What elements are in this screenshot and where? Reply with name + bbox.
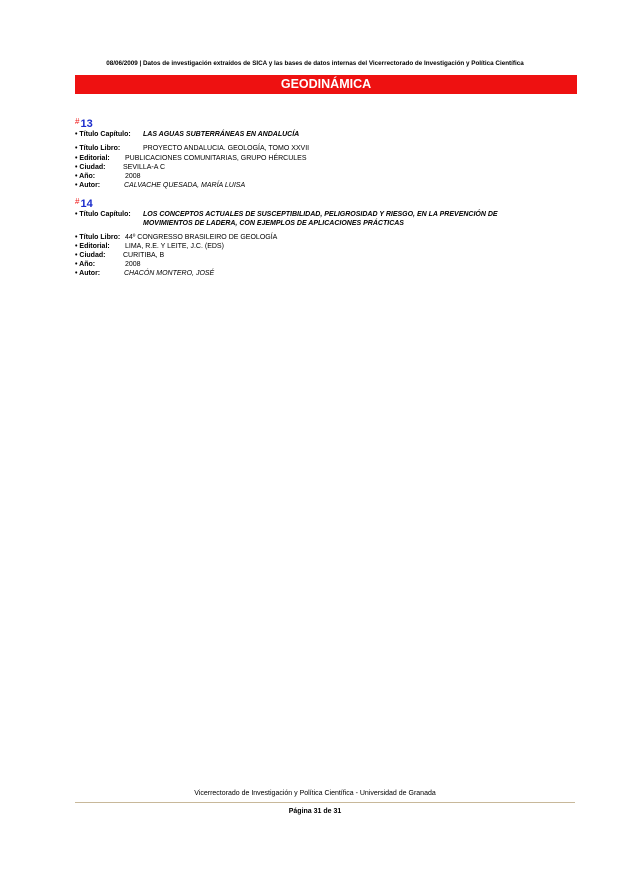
field-label: • Ciudad: [75,252,106,259]
field-autor [75,269,575,278]
field-anio [75,172,575,181]
record-number [75,195,575,209]
field-value: LIMA, R.E. Y LEITE, J.C. (EDS) [125,243,224,250]
field-titulo-capitulo [75,130,575,139]
field-titulo-capitulo [75,210,575,228]
section-title: GEODINÁMICA [75,75,577,94]
record-14 [75,195,575,278]
field-value: SEVILLA-A C [123,164,166,171]
footer-divider [75,802,575,803]
field-label: • Editorial: [75,155,110,162]
field-editorial [75,154,575,163]
record-13 [75,115,575,190]
field-label: • Ciudad: [75,164,106,171]
field-label: • Título Libro: [75,145,121,152]
field-value: LOS CONCEPTOS ACTUALES DE SUSCEPTIBILIDAD, PELIGROSIDAD Y RIESGO, EN LA PREVENCIÓN DE MOVIMIENTOS DE LADERA, CON EJEMPLOS DE APLICACIONES PRÁCTICAS [143,211,498,227]
field-label: • Autor: [75,182,101,189]
field-value: 44º CONGRESSO BRASILEIRO DE GEOLOGÍA [125,234,278,241]
field-autor [75,181,575,190]
field-titulo-libro [75,144,575,153]
field-value: 2008 [125,173,141,180]
hash-icon: # [75,117,80,126]
field-value: CURITIBA, B [123,252,165,259]
record-number-value: 14 [80,198,93,210]
field-value: CHACÓN MONTERO, JOSÉ [124,270,215,277]
field-value: 2008 [125,261,141,268]
record-number [75,115,575,129]
field-value: LAS AGUAS SUBTERRÁNEAS EN ANDALUCÍA [143,131,300,138]
page-header: 08/06/2009 | Datos de investigación extraídos de SICA y las bases de datos internas del Vicerrectorado de Investigación y Política Científica [106,60,524,67]
field-label: • Título Capítulo: [75,211,131,218]
field-label: • Título Capítulo: [75,131,131,138]
field-value: CALVACHE QUESADA, MARÍA LUISA [124,182,246,189]
page-footer: Vicerrectorado de Investigación y Política Científica - Universidad de Granada [194,790,436,797]
field-label: • Año: [75,261,96,268]
field-titulo-libro [75,233,575,242]
field-value: PUBLICACIONES COMUNITARIAS, GRUPO HÉRCULES [125,155,307,162]
field-editorial [75,242,575,251]
record-number-value: 13 [80,118,93,130]
field-label: • Año: [75,173,96,180]
field-ciudad [75,251,575,260]
field-value: PROYECTO ANDALUCIA. GEOLOGÍA, TOMO XXVII [143,145,310,152]
field-label: • Título Libro: [75,234,121,241]
field-ciudad [75,163,575,172]
field-anio [75,260,575,269]
field-label: • Autor: [75,270,101,277]
field-label: • Editorial: [75,243,110,250]
page-number: Página 31 de 31 [288,808,342,815]
hash-icon: # [75,197,80,206]
